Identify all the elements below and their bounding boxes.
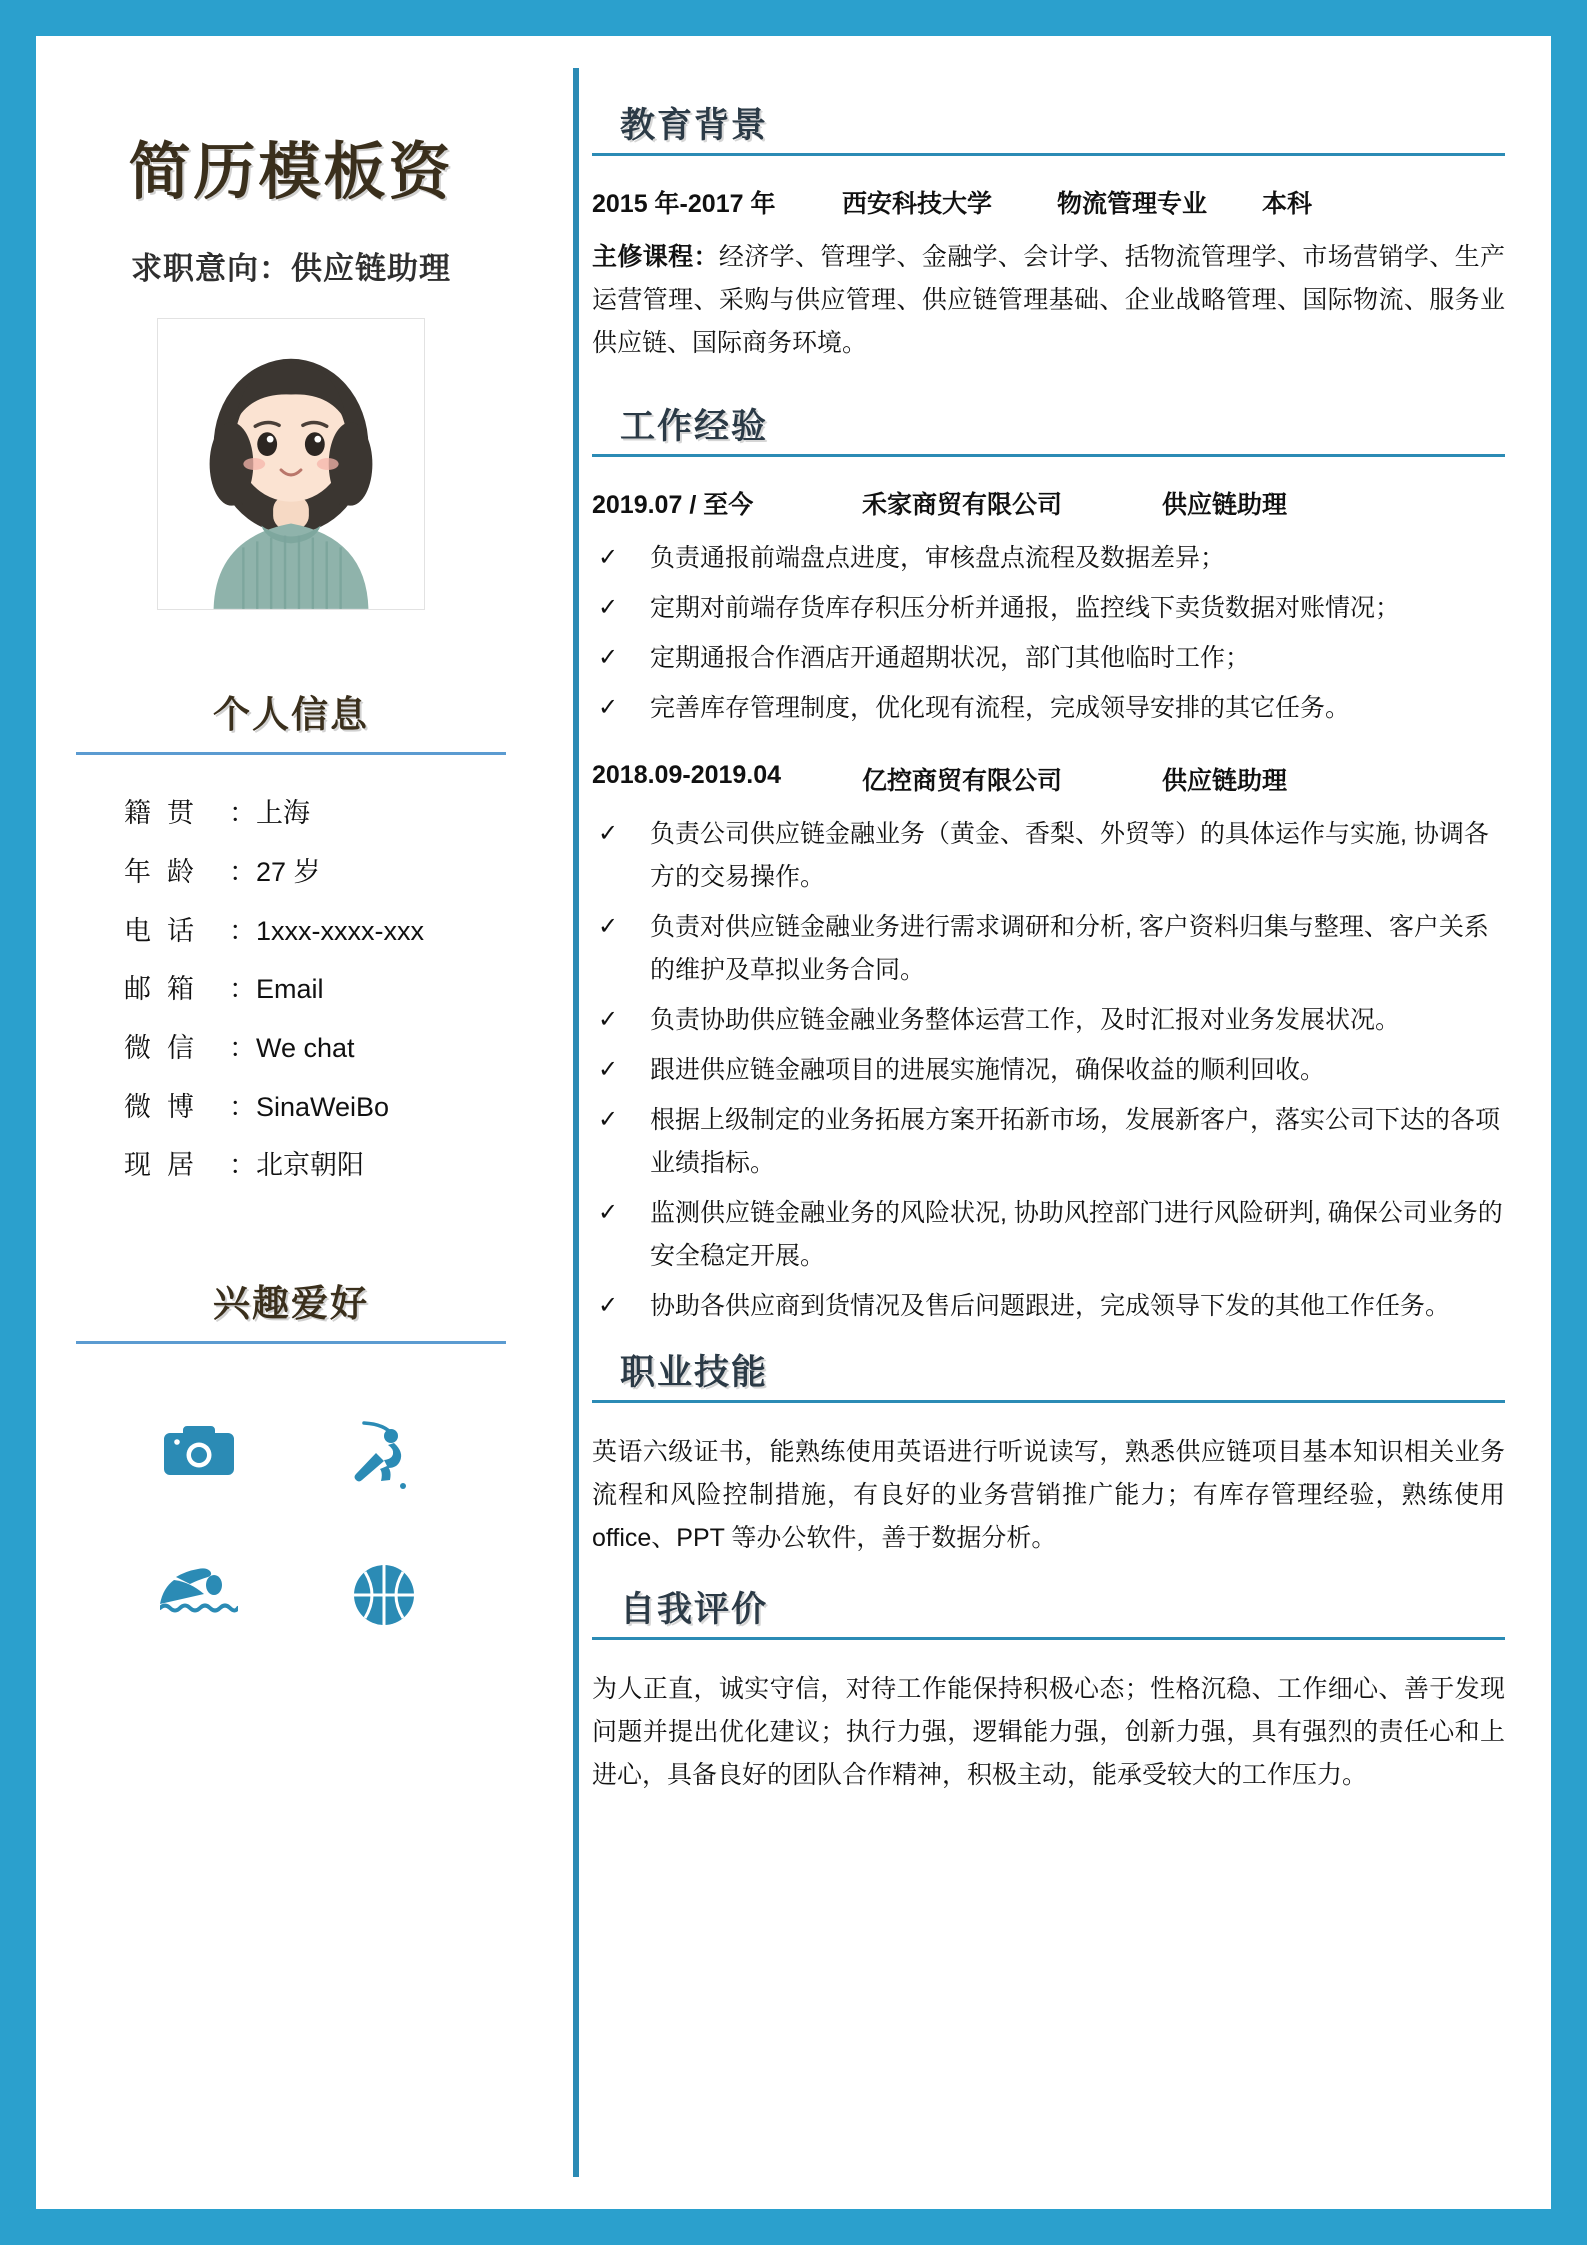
section-title: 教育背景 xyxy=(620,106,769,145)
check-icon: ✓ xyxy=(598,1106,619,1133)
job-company: 亿控商贸有限公司 xyxy=(862,767,1063,795)
personal-info-section xyxy=(76,684,506,1181)
avatar xyxy=(157,318,425,610)
self-evaluation-heading xyxy=(592,1582,1505,1637)
resume-sheet xyxy=(36,36,1551,2209)
camera-icon xyxy=(163,1420,235,1490)
list-item xyxy=(124,799,506,829)
list-item xyxy=(592,1192,1505,1278)
list-item xyxy=(592,687,1505,730)
job-entry-header xyxy=(592,485,1505,521)
list-item xyxy=(124,1093,506,1123)
swimming-icon xyxy=(160,1562,238,1628)
self-evaluation-text: 为人正直，诚实守信，对待工作能保持积极心态；性格沉稳、工作细心、善于发现问题并提出优化建议；执行力强，逻辑能力强，创新力强，具有强烈的责任心和上进心，具备良好的团队合作精神，积极主动，能承受较大的工作压力。 xyxy=(592,1675,1505,1789)
list-item xyxy=(124,1034,506,1064)
basketball-icon xyxy=(351,1562,417,1628)
job-bullet-list xyxy=(592,537,1505,730)
check-icon: ✓ xyxy=(598,1199,619,1226)
job-company: 禾家商贸有限公司 xyxy=(862,491,1063,519)
list-item xyxy=(592,1049,1505,1092)
list-item xyxy=(592,906,1505,992)
education-period: 2015 年-2017 年 xyxy=(592,190,776,218)
info-value: We chat xyxy=(256,1032,355,1063)
education-entry-header xyxy=(592,184,1505,220)
check-icon: ✓ xyxy=(598,694,619,721)
info-value: SinaWeiBo xyxy=(256,1091,390,1122)
info-value: 27 岁 xyxy=(256,856,321,887)
skills-text: 英语六级证书，能熟练使用英语进行听说读写，熟悉供应链项目基本知识相关业务流程和风险控制措施，有良好的业务营销推广能力；有库存管理经验，熟练使用 office、PPT 等办公软件，善于数据分析。 xyxy=(592,1438,1505,1552)
main-content xyxy=(546,36,1551,2209)
list-item xyxy=(592,1285,1505,1328)
golf-icon xyxy=(351,1420,417,1490)
info-value: 上海 xyxy=(256,798,310,829)
job-role: 供应链助理 xyxy=(1162,491,1288,519)
education-section xyxy=(592,98,1505,365)
bullet-text: 完善库存管理制度，优化现有流程，完成领导安排的其它任务。 xyxy=(650,694,1351,722)
self-evaluation-divider xyxy=(592,1637,1505,1640)
check-icon: ✓ xyxy=(598,820,619,847)
info-label: 现居 ： xyxy=(124,1150,256,1181)
bullet-text: 负责通报前端盘点进度，审核盘点流程及数据差异； xyxy=(650,544,1226,572)
section-title: 工作经验 xyxy=(620,407,769,446)
job-role: 供应链助理 xyxy=(1162,767,1288,795)
work-heading xyxy=(592,399,1505,454)
bullet-text: 跟进供应链金融项目的进展实施情况，确保收益的顺利回收。 xyxy=(650,1056,1326,1084)
education-school: 西安科技大学 xyxy=(842,190,993,218)
check-icon: ✓ xyxy=(598,1006,619,1033)
skills-divider xyxy=(592,1400,1505,1403)
check-icon: ✓ xyxy=(598,544,619,571)
education-divider xyxy=(592,153,1505,156)
list-item xyxy=(592,587,1505,630)
hobbies-title: 兴趣爱好 xyxy=(213,1283,369,1324)
list-item xyxy=(592,537,1505,580)
info-label: 微博 ： xyxy=(124,1091,256,1122)
avatar-illustration xyxy=(158,319,424,609)
section-title: 自我评价 xyxy=(620,1590,769,1629)
info-label: 邮箱 ： xyxy=(124,974,256,1005)
info-label: 微信 ： xyxy=(124,1032,256,1063)
info-label: 电话 ： xyxy=(124,915,256,946)
self-evaluation-section xyxy=(592,1582,1505,1797)
list-item xyxy=(592,813,1505,899)
page-title: 简历模板资 xyxy=(128,138,454,207)
personal-info-list xyxy=(76,799,506,1181)
education-courses xyxy=(592,236,1505,365)
bullet-text: 定期通报合作酒店开通超期状况，部门其他临时工作； xyxy=(650,644,1251,672)
job-entry-header xyxy=(592,761,1505,797)
info-value: 1xxx-xxxx-xxx xyxy=(256,915,424,946)
bullet-text: 负责公司供应链金融业务（黄金、香梨、外贸等）的具体运作与实施, 协调各方的交易操作。 xyxy=(650,820,1489,891)
check-icon: ✓ xyxy=(598,1292,619,1319)
work-divider xyxy=(592,454,1505,457)
bullet-text: 定期对前端存货库存积压分析并通报，监控线下卖货数据对账情况； xyxy=(650,594,1401,622)
skills-heading xyxy=(592,1345,1505,1400)
personal-info-title: 个人信息 xyxy=(213,694,369,736)
education-major: 物流管理专业 xyxy=(1057,190,1208,218)
job-objective: 求职意向：供应链助理 xyxy=(131,251,451,287)
check-icon: ✓ xyxy=(598,644,619,671)
bullet-text: 负责协助供应链金融业务整体运营工作，及时汇报对业务发展状况。 xyxy=(650,1006,1401,1034)
bullet-text: 根据上级制定的业务拓展方案开拓新市场，发展新客户，落实公司下达的各项业绩指标。 xyxy=(650,1106,1501,1177)
section-title: 职业技能 xyxy=(620,1353,769,1392)
hobbies-divider xyxy=(76,1341,506,1344)
bullet-text: 负责对供应链金融业务进行需求调研和分析, 客户资料归集与整理、客户关系的维护及草拟业务合同。 xyxy=(650,913,1489,984)
education-degree: 本科 xyxy=(1262,190,1313,218)
skills-section xyxy=(592,1345,1505,1560)
bullet-text: 监测供应链金融业务的风险状况, 协助风控部门进行风险研判, 确保公司业务的安全稳定开展。 xyxy=(650,1199,1503,1270)
work-section xyxy=(592,399,1505,1328)
courses-text: 经济学、管理学、金融学、会计学、括物流管理学、市场营销学、生产运营管理、采购与供应管理、供应链管理基础、企业战略管理、国际物流、服务业供应链、国际商务环境。 xyxy=(592,243,1505,357)
courses-label: 主修课程： xyxy=(592,243,719,271)
bullet-text: 协助各供应商到货情况及售后问题跟进，完成领导下发的其他工作任务。 xyxy=(650,1292,1451,1320)
education-heading xyxy=(592,98,1505,153)
info-label: 年龄 ： xyxy=(124,856,256,887)
info-label: 籍贯 ： xyxy=(124,798,256,829)
check-icon: ✓ xyxy=(598,1056,619,1083)
list-item xyxy=(592,1099,1505,1185)
hobbies-section xyxy=(76,1273,506,1628)
list-item xyxy=(124,917,506,947)
info-value: Email xyxy=(256,974,324,1005)
hobbies-icon-grid xyxy=(76,1420,506,1628)
job-period: 2019.07 / 至今 xyxy=(592,491,754,519)
list-item xyxy=(592,999,1505,1042)
check-icon: ✓ xyxy=(598,594,619,621)
personal-info-divider xyxy=(76,752,506,755)
list-item xyxy=(124,975,506,1005)
job-period: 2018.09-2019.04 xyxy=(592,761,782,789)
job-bullet-list xyxy=(592,813,1505,1328)
left-sidebar xyxy=(36,36,546,2209)
list-item xyxy=(124,1151,506,1181)
list-item xyxy=(124,858,506,888)
column-divider xyxy=(573,68,579,2177)
list-item xyxy=(592,637,1505,680)
check-icon: ✓ xyxy=(598,913,619,940)
info-value: 北京朝阳 xyxy=(256,1150,364,1181)
